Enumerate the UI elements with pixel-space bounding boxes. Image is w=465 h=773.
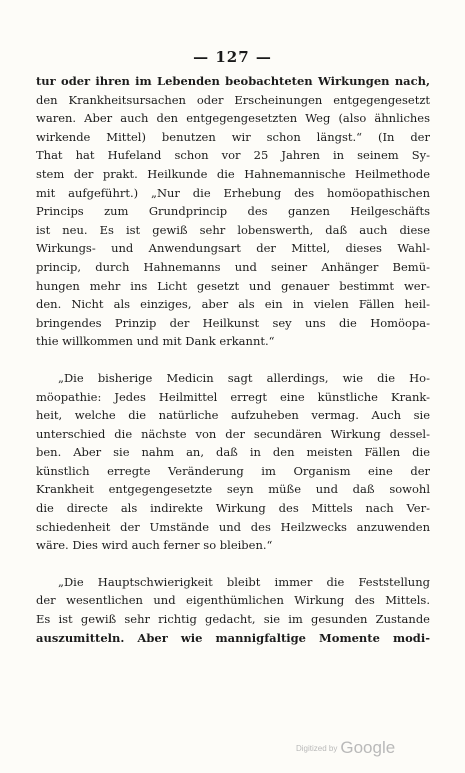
text-line: ben. Aber sie nahm an, daß in den meisten Fällen die bbox=[36, 445, 430, 460]
text-line: schiedenheit der Umstände und des Heilzwecks anzuwenden bbox=[36, 519, 430, 534]
text-line: waren. Aber auch den entgegengesetzten Weg (also ähnliches bbox=[36, 111, 430, 126]
text-line: unterschied die nächste von der secundären Wirkung dessel- bbox=[36, 426, 430, 441]
text-line: der wesentlichen und eigenthümlichen Wirkung des Mittels. bbox=[36, 593, 430, 608]
google-logo: Google bbox=[340, 738, 396, 757]
text-line: mit aufgeführt.) „Nur die Erhebung des homöopathischen bbox=[36, 185, 430, 200]
text-line: den. Nicht als einziges, aber als ein in vielen Fällen heil- bbox=[36, 297, 430, 312]
text-line: künstlich erregte Veränderung im Organism eine der bbox=[36, 463, 430, 478]
text-line: heit, welche die natürliche aufzuheben vermag. Auch sie bbox=[36, 408, 430, 423]
text-line: möopathie: Jedes Heilmittel erregt eine künstliche Krank- bbox=[36, 389, 430, 404]
page-number: — 127 — bbox=[193, 48, 272, 66]
text-line: „Die bisherige Medicin sagt allerdings, wie die Ho- bbox=[58, 370, 430, 385]
text-line: den Krankheitsursachen oder Erscheinungen entgegengesetzt bbox=[36, 92, 430, 107]
text-line: stem der prakt. Heilkunde die Hahnemannische Heilmethode bbox=[36, 166, 430, 181]
text-line: die directe als indirekte Wirkung des Mittels nach Ver- bbox=[36, 501, 430, 516]
text-line: wäre. Dies wird auch ferner so bleiben.“ bbox=[36, 538, 273, 553]
text-line: Princips zum Grundprincip des ganzen Heilgeschäfts bbox=[36, 204, 430, 219]
text-line: auszumitteln. Aber wie mannigfaltige Momente modi- bbox=[36, 630, 430, 645]
text-line: Wirkungs- und Anwendungsart der Mittel, dieses Wahl- bbox=[36, 241, 430, 256]
text-line: hungen mehr ins Licht gesetzt und genauer bestimmt wer- bbox=[36, 278, 430, 293]
watermark-prefix: Digitized by bbox=[296, 743, 338, 753]
text-line: princip, durch Hahnemanns und seiner Anhänger Bemü- bbox=[36, 259, 430, 274]
text-line: Es ist gewiß sehr richtig gedacht, sie im gesunden Zustande bbox=[36, 612, 430, 627]
paragraph-gap bbox=[36, 351, 430, 369]
text-line: That hat Hufeland schon vor 25 Jahren in seinem Sy- bbox=[36, 148, 430, 163]
digitized-watermark bbox=[296, 738, 395, 758]
text-line: „Die Hauptschwierigkeit bleibt immer die Feststellung bbox=[58, 574, 430, 589]
paragraph-gap bbox=[36, 555, 430, 573]
text-line: ist neu. Es ist gewiß sehr lobenswerth, daß auch diese bbox=[36, 222, 430, 237]
text-line: thie willkommen und mit Dank erkannt.“ bbox=[36, 334, 275, 349]
text-line: tur oder ihren im Lebenden beobachteten Wirkungen nach, bbox=[36, 74, 430, 88]
text-line: wirkende Mittel) benutzen wir schon längst.“ (In der bbox=[36, 129, 430, 144]
body-text bbox=[36, 72, 430, 647]
text-line: Krankheit entgegengesetzte seyn müße und daß sowohl bbox=[36, 482, 430, 497]
text-line: bringendes Prinzip der Heilkunst sey uns die Homöopa- bbox=[36, 315, 430, 330]
